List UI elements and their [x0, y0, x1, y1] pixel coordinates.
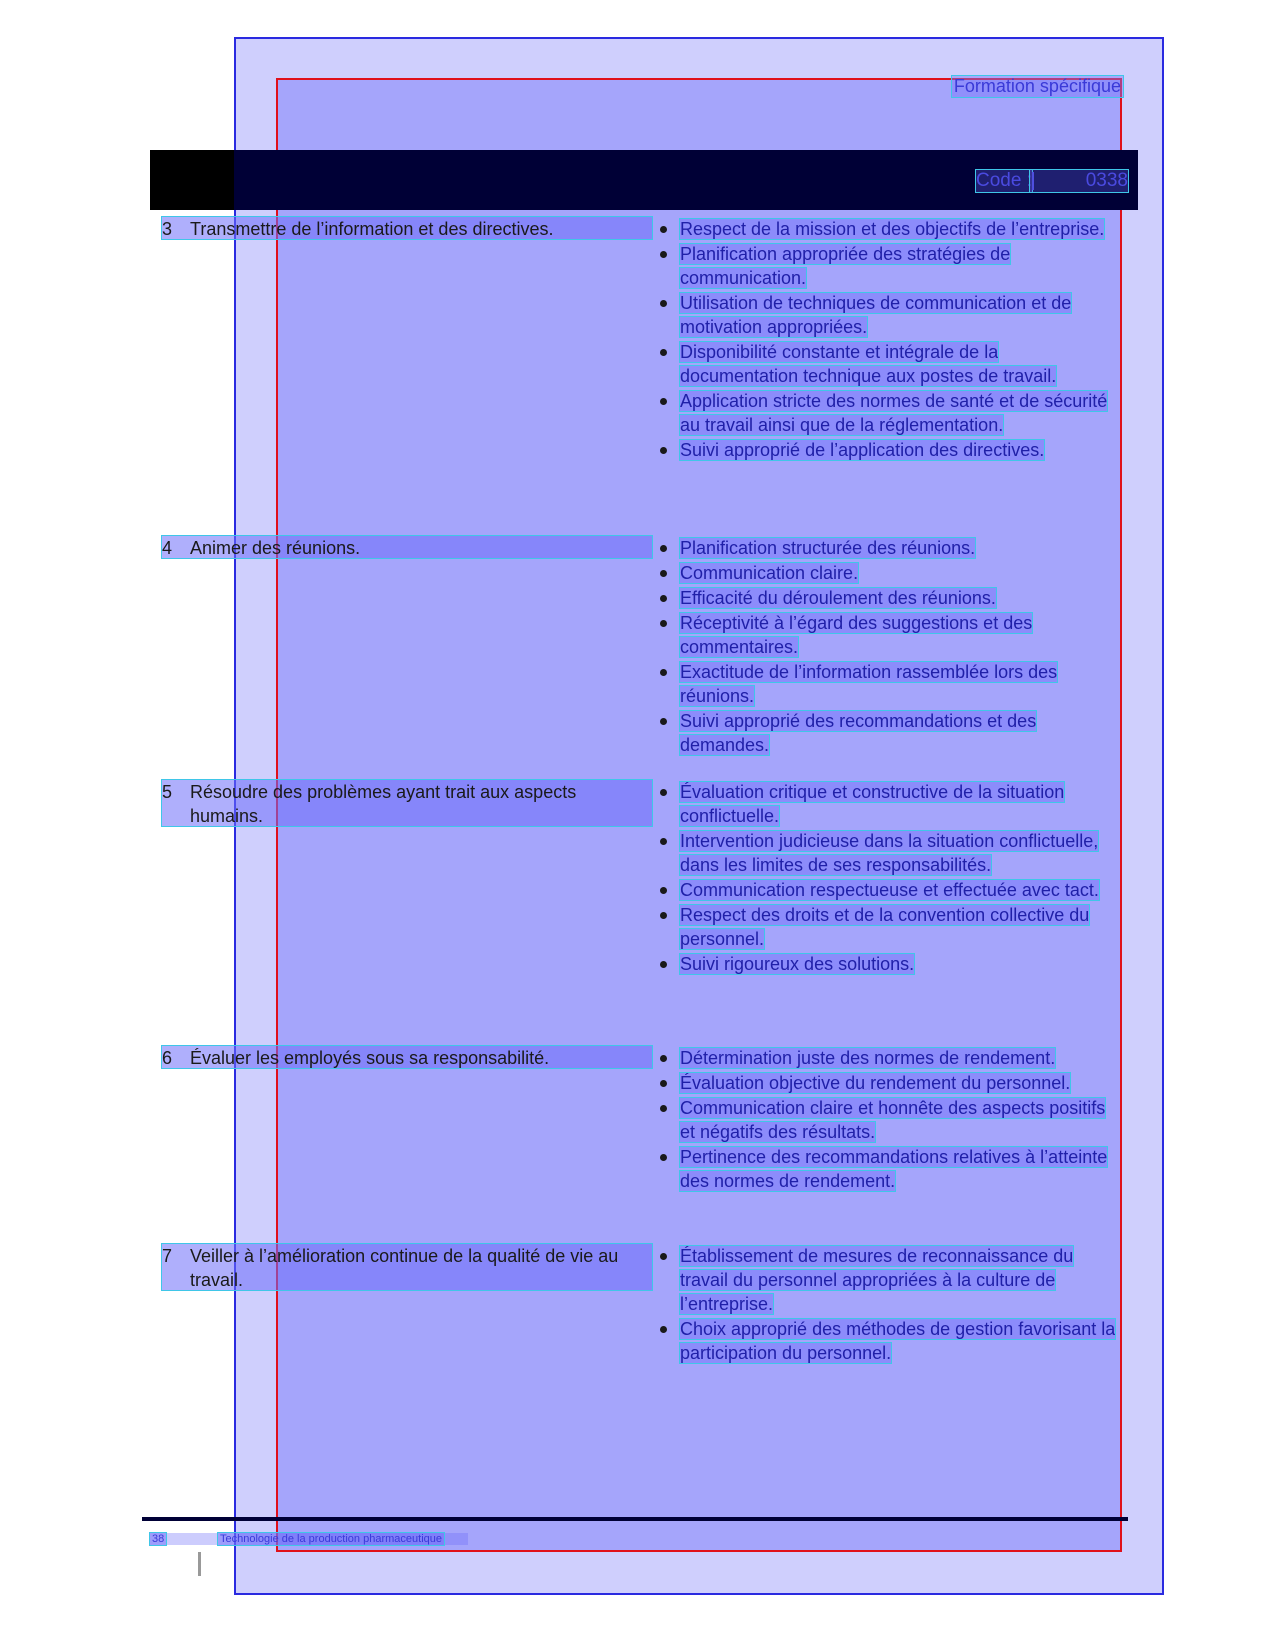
criterion-item: Efficacité du déroulement des réunions. [658, 586, 1120, 610]
footer-tick-mark [198, 1552, 201, 1576]
criterion-item: Évaluation critique et constructive de la situation conflictuelle. [658, 780, 1120, 828]
criterion-item: Évaluation objective du rendement du personnel. [658, 1071, 1120, 1095]
criteria-list [658, 217, 1120, 463]
criteria-list [658, 1046, 1120, 1194]
criterion-item: Choix approprié des méthodes de gestion favorisant la participation du personnel. [658, 1317, 1120, 1365]
criterion-item: Intervention judicieuse dans la situation conflictuelle, dans les limites de ses responsabilités. [658, 829, 1120, 877]
criteria-list [658, 536, 1120, 758]
bullet-icon [660, 912, 667, 919]
competency-number: 5 [162, 782, 173, 802]
running-title: Formation spécifique [953, 76, 1121, 96]
competency-statement: Transmettre de l’information et des directives. [190, 219, 554, 239]
competency-statement: Veiller à l’amélioration continue de la qualité de vie au travail. [190, 1246, 619, 1290]
bullet-icon [660, 620, 667, 627]
criterion-item: Suivi approprié de l’application des directives. [658, 438, 1120, 462]
bullet-icon [660, 1154, 667, 1161]
competency-statement: Résoudre des problèmes ayant trait aux aspects humains. [190, 782, 577, 826]
criterion-item: Détermination juste des normes de rendement. [658, 1046, 1120, 1070]
criterion-item: Utilisation de techniques de communication et de motivation appropriées. [658, 291, 1120, 339]
criterion-item: Communication respectueuse et effectuée avec tact. [658, 878, 1120, 902]
competency-number: 7 [162, 1246, 173, 1266]
criterion-item: Suivi rigoureux des solutions. [658, 952, 1120, 976]
criterion-item: Communication claire. [658, 561, 1120, 585]
bullet-icon [660, 251, 667, 258]
competency-statement: Évaluer les employés sous sa responsabilité. [190, 1048, 550, 1068]
criterion-item: Établissement de mesures de reconnaissance du travail du personnel appropriées à la culture de l’entreprise. [658, 1244, 1120, 1316]
competency-statement: Animer des réunions. [190, 538, 361, 558]
bullet-icon [660, 669, 667, 676]
bullet-icon [660, 718, 667, 725]
criterion-item: Respect de la mission et des objectifs de l’entreprise. [658, 217, 1120, 241]
criterion-item: Pertinence des recommandations relatives à l’atteinte des normes de rendement. [658, 1145, 1120, 1193]
criterion-item: Suivi approprié des recommandations et des demandes. [658, 709, 1120, 757]
bullet-icon [660, 447, 667, 454]
competency-number: 3 [162, 219, 173, 239]
footer-page-number: 38 [152, 1533, 165, 1545]
bullet-icon [660, 349, 667, 356]
criterion-item: Exactitude de l’information rassemblée lors des réunions. [658, 660, 1120, 708]
competency-number: 4 [162, 538, 173, 558]
bullet-icon [660, 1055, 667, 1062]
bullet-icon [660, 226, 667, 233]
bullet-icon [660, 595, 667, 602]
criterion-item: Disponibilité constante et intégrale de la documentation technique aux postes de travail. [658, 340, 1120, 388]
footer-document-title: Technologie de la production pharmaceutique [220, 1533, 442, 1545]
competency-number: 6 [162, 1048, 173, 1068]
code-value: 0338 [1030, 170, 1128, 192]
criterion-item: Respect des droits et de la convention collective du personnel. [658, 903, 1120, 951]
criterion-item: Réceptivité à l’égard des suggestions et des commentaires. [658, 611, 1120, 659]
bullet-icon [660, 545, 667, 552]
bullet-icon [660, 1080, 667, 1087]
bullet-icon [660, 789, 667, 796]
bullet-icon [660, 570, 667, 577]
criteria-list [658, 780, 1120, 977]
bullet-icon [660, 961, 667, 968]
bullet-icon [660, 1105, 667, 1112]
footer-rule [142, 1517, 1128, 1521]
criteria-list [658, 1244, 1120, 1366]
bullet-icon [660, 300, 667, 307]
criterion-item: Planification structurée des réunions. [658, 536, 1120, 560]
bullet-icon [660, 1253, 667, 1260]
bullet-icon [660, 398, 667, 405]
code-label: Code : [976, 170, 1032, 191]
criterion-item: Communication claire et honnête des aspects positifs et négatifs des résultats. [658, 1096, 1120, 1144]
bullet-icon [660, 1326, 667, 1333]
criterion-item: Planification appropriée des stratégies de communication. [658, 242, 1120, 290]
bullet-icon [660, 887, 667, 894]
bullet-icon [660, 838, 667, 845]
criterion-item: Application stricte des normes de santé et de sécurité au travail ainsi que de la réglementation. [658, 389, 1120, 437]
